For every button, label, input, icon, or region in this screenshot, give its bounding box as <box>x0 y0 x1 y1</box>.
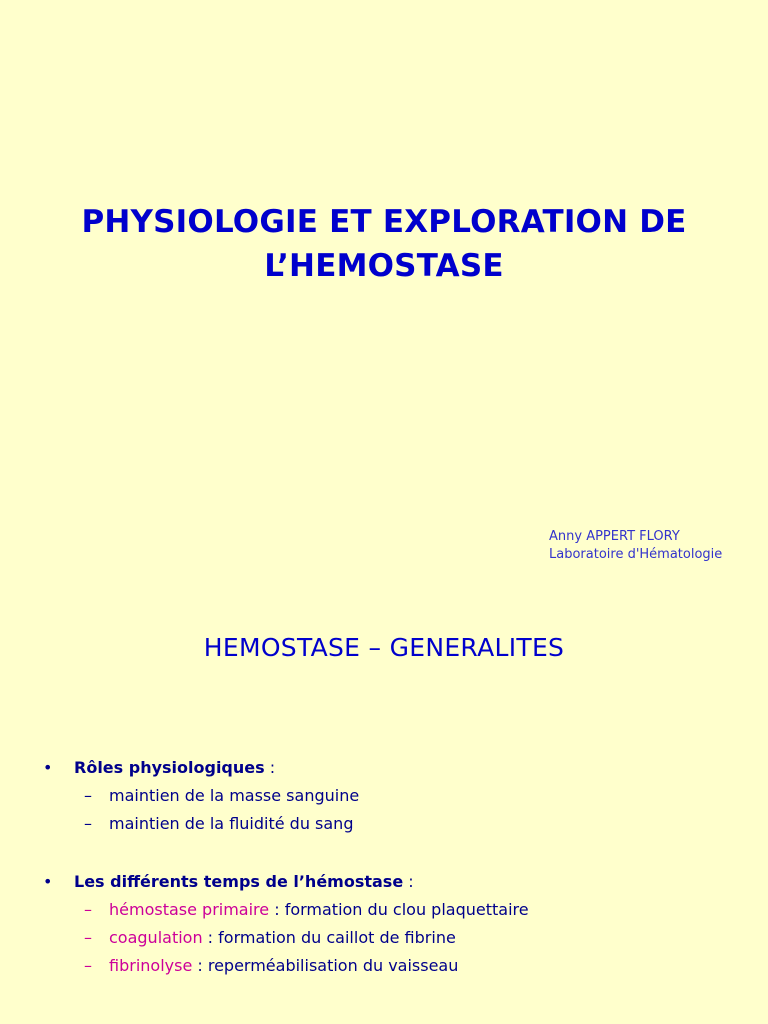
list-item <box>0 782 768 810</box>
author-name: Anny APPERT FLORY <box>549 529 680 544</box>
dash-icon: – <box>84 814 92 833</box>
dash-icon: – <box>84 928 92 947</box>
list-item <box>0 924 768 952</box>
list-item-term: hémostase primaire <box>109 900 270 919</box>
list-item-term: fibrinolyse <box>109 956 193 975</box>
list-item <box>0 810 768 838</box>
list-item-term: coagulation <box>109 928 203 947</box>
list-item-text: : reperméabilisation du vaisseau <box>192 956 459 975</box>
bullet-label: Rôles physiologiques <box>74 758 265 777</box>
list-item <box>0 896 768 924</box>
list-item-text: : formation du clou plaquettaire <box>269 900 529 919</box>
dash-icon: – <box>84 786 92 805</box>
list-item-text: : formation du caillot de fibrine <box>202 928 456 947</box>
author-lab: Laboratoire d'Hématologie <box>549 547 723 562</box>
bullet-roles <box>0 754 768 782</box>
list-item-text: maintien de la fluidité du sang <box>109 814 354 833</box>
bullet-dot-icon: • <box>43 872 53 891</box>
page-title <box>0 200 768 288</box>
author-block <box>549 528 722 564</box>
title-line-1: PHYSIOLOGIE ET EXPLORATION DE <box>81 204 687 240</box>
list-item <box>0 952 768 980</box>
bullet-temps <box>0 868 768 896</box>
bullet-list <box>0 754 768 980</box>
bullet-dot-icon: • <box>43 758 53 777</box>
bullet-suffix: : <box>403 872 414 891</box>
bullet-suffix: : <box>264 758 276 777</box>
section-heading: HEMOSTASE – GENERALITES <box>203 633 565 662</box>
dash-icon: – <box>84 956 92 975</box>
dash-icon: – <box>84 900 92 919</box>
list-item-text: maintien de la masse sanguine <box>109 786 360 805</box>
bullet-label: Les différents temps de l’hémostase <box>74 872 404 891</box>
title-line-2: L’HEMOSTASE <box>264 248 504 284</box>
